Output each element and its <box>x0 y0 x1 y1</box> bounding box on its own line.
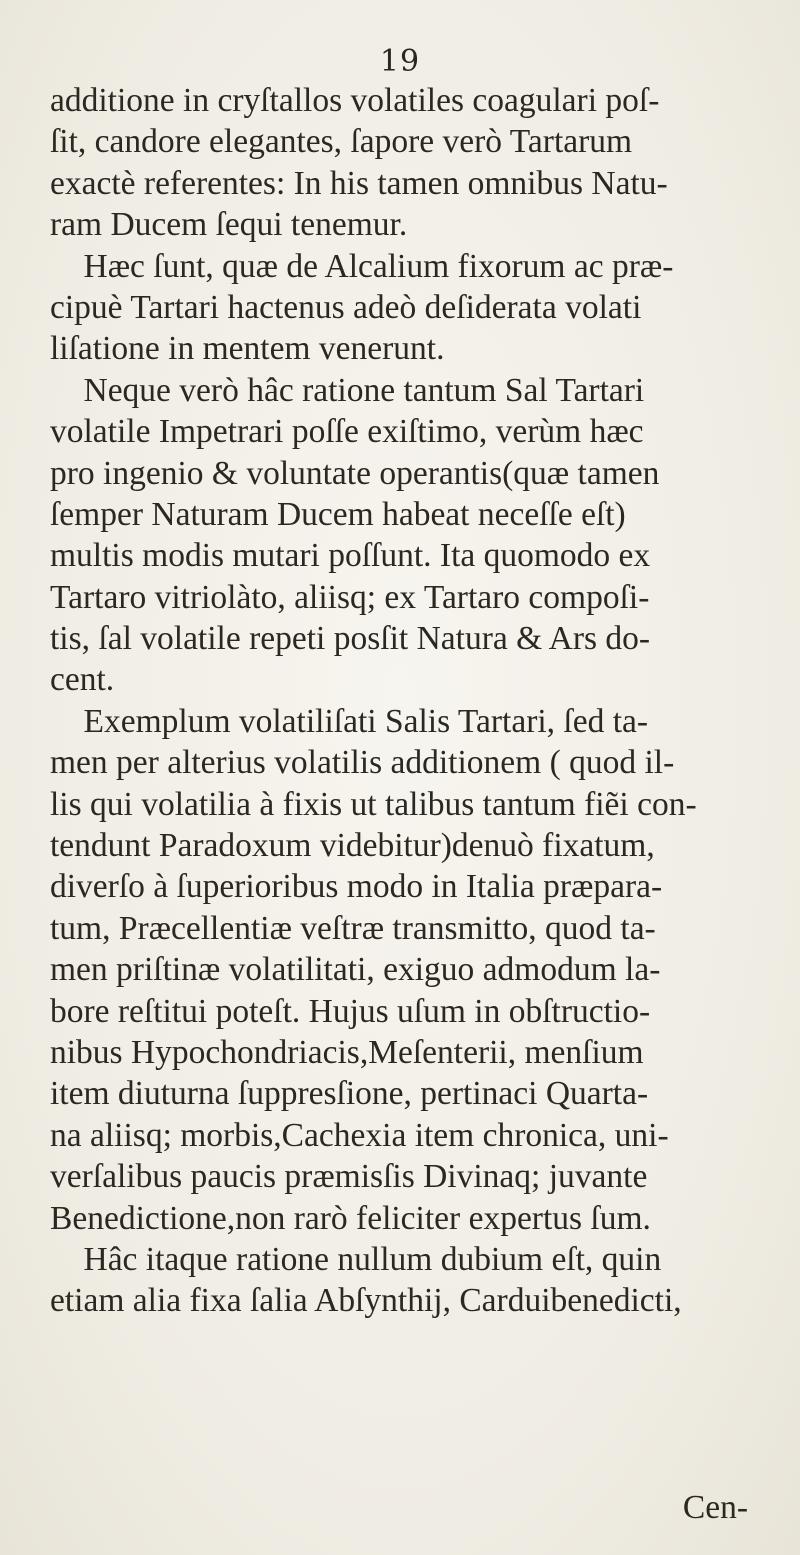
text-line: tis, ſal volatile repeti posſit Natura & Ars do- <box>50 620 651 658</box>
body-text <box>50 80 766 1322</box>
page-number: 19 <box>379 44 421 79</box>
text-line: ram Ducem ſequi tenemur. <box>50 206 408 244</box>
text-line: ſemper Naturam Ducem habeat neceſſe eſt) <box>50 495 626 533</box>
text-line: Hæc ſunt, quæ de Alcalium fixorum ac præ- <box>50 247 674 285</box>
text-line: nibus Hypochondriacis,Meſenterii, menſium <box>50 1033 644 1071</box>
text-line: bore reſtitui poteſt. Hujus uſum in obſtructio- <box>50 992 651 1030</box>
text-line: na aliisq; morbis,Cachexia item chronica, uni- <box>50 1116 669 1154</box>
text-line: additione in cryſtallos volatiles coagulari poſ- <box>50 82 660 119</box>
text-line: multis modis mutari poſſunt. Ita quomodo ex <box>50 537 651 575</box>
text-line: men per alterius volatilis additionem ( quod il- <box>50 744 675 782</box>
text-line: pro ingenio & voluntate operantis(quæ tamen <box>50 454 660 492</box>
text-line: item diuturna ſuppresſione, pertinaci Quarta- <box>50 1075 649 1113</box>
text-line: verſalibus paucis præmisſis Divinaq; juvante <box>50 1158 648 1196</box>
text-line: etiam alia fixa ſalia Abſynthij, Carduibenedicti, <box>50 1282 682 1320</box>
text-line: Tartaro vitriolàto, aliisq; ex Tartaro compoſi- <box>50 578 650 616</box>
text-line: diverſo à ſuperioribus modo in Italia præpara- <box>50 868 663 906</box>
text-line: exactè referentes: In his tamen omnibus Natu- <box>50 164 668 202</box>
text-line: cipuè Tartari hactenus adeò deſiderata volati <box>50 288 642 326</box>
text-line: tendunt Paradoxum videbitur)denuò fixatum, <box>50 827 655 865</box>
text-line: tum, Præcellentiæ veſtræ transmitto, quod ta- <box>50 909 656 947</box>
catchword: Cen- <box>682 1489 748 1526</box>
text-line: ſit, candore elegantes, ſapore verò Tartarum <box>50 123 633 161</box>
text-line: volatile Impetrari poſſe exiſtimo, verùm hæc <box>50 413 644 451</box>
text-line: liſatione in mentem venerunt. <box>50 330 445 368</box>
text-line: lis qui volatilia à fixis ut talibus tantum fiẽi con- <box>50 785 697 823</box>
text-line: cent. <box>50 661 115 699</box>
text-line: men priſtinæ volatilitati, exiguo admodum la- <box>50 951 661 989</box>
text-line: Neque verò hâc ratione tantum Sal Tartari <box>50 371 645 409</box>
text-line: Exemplum volatiliſati Salis Tartari, ſed ta- <box>50 702 649 740</box>
text-line: Hâc itaque ratione nullum dubium eſt, quin <box>50 1240 662 1278</box>
text-line: Benedictione,non rarò feliciter expertus ſum. <box>50 1199 651 1237</box>
